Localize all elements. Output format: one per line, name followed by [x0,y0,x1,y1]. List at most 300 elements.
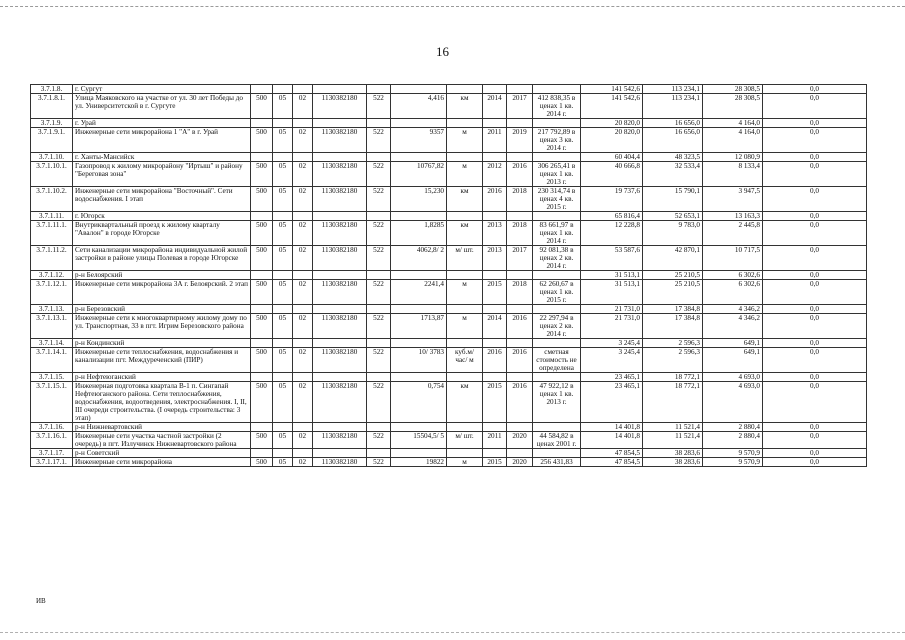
code-target: 1130382180 [313,314,367,339]
empty-cell [447,271,483,280]
other-amount: 0,0 [763,119,867,128]
code-section: 05 [273,314,293,339]
other-amount: 0,0 [763,212,867,221]
row-number: 3.7.1.10. [31,153,73,162]
district-amount: 2 596,3 [643,348,703,373]
code-expense: 522 [367,246,391,271]
capacity-unit: м [447,162,483,187]
section-name: г. Югорск [73,212,251,221]
capacity-unit: м [447,458,483,467]
empty-cell [367,271,391,280]
empty-cell [313,85,367,94]
start-year: 2015 [483,458,507,467]
empty-cell [507,212,533,221]
capacity-unit: м/ шт. [447,246,483,271]
end-year: 2018 [507,187,533,212]
empty-cell [391,449,447,458]
section-row [31,339,867,348]
municipal-amount: 3 947,5 [703,187,763,212]
empty-cell [273,212,293,221]
district-amount: 42 870,1 [643,246,703,271]
row-number: 3.7.1.11.1. [31,221,73,246]
empty-cell [533,305,581,314]
district-amount: 25 210,5 [643,280,703,305]
municipal-amount: 10 717,5 [703,246,763,271]
item-row [31,187,867,212]
district-amount: 18 772,1 [643,373,703,382]
code-ministry: 500 [251,187,273,212]
empty-cell [293,449,313,458]
row-number: 3.7.1.13. [31,305,73,314]
code-section: 05 [273,162,293,187]
total-amount: 141 542,6 [581,85,643,94]
code-target: 1130382180 [313,94,367,119]
capacity-value: 1,8285 [391,221,447,246]
section-name: р-н Кондинский [73,339,251,348]
other-amount: 0,0 [763,187,867,212]
code-subsection: 02 [293,162,313,187]
item-row [31,162,867,187]
end-year: 2019 [507,128,533,153]
capacity-unit: куб.м/ час/ м [447,348,483,373]
start-year: 2015 [483,382,507,423]
code-target: 1130382180 [313,162,367,187]
section-row [31,85,867,94]
row-number: 3.7.1.17.1. [31,458,73,467]
empty-cell [367,339,391,348]
empty-cell [507,373,533,382]
empty-cell [483,423,507,432]
municipal-amount: 13 163,3 [703,212,763,221]
estimated-cost: 62 260,67 в ценах 1 кв. 2015 г. [533,280,581,305]
code-target: 1130382180 [313,280,367,305]
capacity-value: 4,416 [391,94,447,119]
total-amount: 20 820,0 [581,128,643,153]
municipal-amount: 9 570,9 [703,449,763,458]
estimated-cost: 230 314,74 в ценах 4 кв. 2015 г. [533,187,581,212]
section-name: г. Сургут [73,85,251,94]
empty-cell [293,423,313,432]
row-number: 3.7.1.12.1. [31,280,73,305]
end-year: 2020 [507,458,533,467]
empty-cell [313,119,367,128]
empty-cell [447,119,483,128]
empty-cell [273,305,293,314]
other-amount: 0,0 [763,162,867,187]
capacity-value: 19822 [391,458,447,467]
capacity-unit: м [447,128,483,153]
empty-cell [293,271,313,280]
empty-cell [447,212,483,221]
item-row [31,458,867,467]
district-amount: 38 283,6 [643,458,703,467]
row-number: 3.7.1.10.1. [31,162,73,187]
code-target: 1130382180 [313,458,367,467]
code-expense: 522 [367,221,391,246]
code-expense: 522 [367,382,391,423]
item-row [31,94,867,119]
estimated-cost: 47 922,12 в ценах 1 кв. 2013 г. [533,382,581,423]
empty-cell [251,271,273,280]
item-row [31,382,867,423]
code-expense: 522 [367,280,391,305]
code-section: 05 [273,94,293,119]
empty-cell [251,373,273,382]
district-amount: 2 596,3 [643,339,703,348]
capacity-unit: м [447,314,483,339]
item-row [31,246,867,271]
code-expense: 522 [367,94,391,119]
code-ministry: 500 [251,458,273,467]
district-amount: 9 783,0 [643,221,703,246]
code-subsection: 02 [293,382,313,423]
code-section: 05 [273,221,293,246]
object-name: Инженерные сети к многоквартирному жилому дому по ул. Транспортная, 33 в пгт. Игрим Березовского района [73,314,251,339]
code-section: 05 [273,382,293,423]
empty-cell [483,212,507,221]
district-amount: 11 521,4 [643,432,703,449]
code-subsection: 02 [293,128,313,153]
municipal-amount: 2 880,4 [703,432,763,449]
row-number: 3.7.1.17. [31,449,73,458]
empty-cell [273,85,293,94]
row-number: 3.7.1.16. [31,423,73,432]
code-expense: 522 [367,162,391,187]
capacity-value: 10767,82 [391,162,447,187]
capacity-value: 9357 [391,128,447,153]
empty-cell [391,271,447,280]
empty-cell [391,339,447,348]
code-expense: 522 [367,314,391,339]
code-subsection: 02 [293,94,313,119]
capacity-value: 4062,8/ 2 [391,246,447,271]
capacity-unit: км [447,382,483,423]
capacity-unit: м [447,280,483,305]
empty-cell [293,153,313,162]
code-section: 05 [273,348,293,373]
empty-cell [273,153,293,162]
section-name: р-н Советский [73,449,251,458]
object-name: Инженерные сети микрорайона [73,458,251,467]
empty-cell [483,449,507,458]
row-number: 3.7.1.9.1. [31,128,73,153]
empty-cell [251,339,273,348]
row-number: 3.7.1.10.2. [31,187,73,212]
capacity-value: 10/ 3783 [391,348,447,373]
empty-cell [533,212,581,221]
code-target: 1130382180 [313,348,367,373]
empty-cell [507,85,533,94]
empty-cell [483,305,507,314]
total-amount: 141 542,6 [581,94,643,119]
empty-cell [483,85,507,94]
capacity-unit: м/ шт. [447,432,483,449]
empty-cell [391,85,447,94]
section-row [31,305,867,314]
estimated-cost: сметная стоимость не определена [533,348,581,373]
district-amount: 16 656,0 [643,128,703,153]
end-year: 2016 [507,314,533,339]
other-amount: 0,0 [763,458,867,467]
municipal-amount: 4 693,0 [703,373,763,382]
budget-table [30,84,867,467]
code-section: 05 [273,280,293,305]
start-year: 2016 [483,187,507,212]
total-amount: 12 228,8 [581,221,643,246]
budget-table-body [31,85,867,467]
district-amount: 38 283,6 [643,449,703,458]
empty-cell [273,423,293,432]
empty-cell [507,339,533,348]
total-amount: 40 666,8 [581,162,643,187]
municipal-amount: 6 302,6 [703,280,763,305]
total-amount: 23 465,1 [581,382,643,423]
section-row [31,423,867,432]
code-subsection: 02 [293,458,313,467]
code-section: 05 [273,128,293,153]
capacity-value: 15,230 [391,187,447,212]
code-target: 1130382180 [313,187,367,212]
code-section: 05 [273,187,293,212]
page-number: 16 [436,44,449,59]
section-row [31,119,867,128]
total-amount: 23 465,1 [581,373,643,382]
empty-cell [293,373,313,382]
start-year: 2016 [483,348,507,373]
code-ministry: 500 [251,432,273,449]
other-amount: 0,0 [763,314,867,339]
district-amount: 25 210,5 [643,271,703,280]
district-amount: 48 323,5 [643,153,703,162]
start-year: 2014 [483,314,507,339]
code-ministry: 500 [251,382,273,423]
code-ministry: 500 [251,94,273,119]
empty-cell [533,449,581,458]
capacity-value: 2241,4 [391,280,447,305]
empty-cell [483,119,507,128]
code-expense: 522 [367,432,391,449]
start-year: 2014 [483,94,507,119]
estimated-cost: 412 838,35 в ценах 1 кв. 2014 г. [533,94,581,119]
code-target: 1130382180 [313,432,367,449]
other-amount: 0,0 [763,94,867,119]
scan-bottom-line [0,632,905,634]
district-amount: 11 521,4 [643,423,703,432]
code-expense: 522 [367,187,391,212]
empty-cell [273,373,293,382]
row-number: 3.7.1.8. [31,85,73,94]
empty-cell [313,373,367,382]
estimated-cost: 44 584,82 в ценах 2001 г. [533,432,581,449]
municipal-amount: 4 346,2 [703,305,763,314]
capacity-unit: км [447,221,483,246]
end-year: 2018 [507,221,533,246]
empty-cell [483,339,507,348]
section-row [31,271,867,280]
total-amount: 53 587,6 [581,246,643,271]
empty-cell [251,305,273,314]
empty-cell [367,119,391,128]
code-subsection: 02 [293,246,313,271]
empty-cell [313,212,367,221]
empty-cell [391,212,447,221]
estimated-cost: 306 265,41 в ценах 1 кв. 2013 г. [533,162,581,187]
start-year: 2011 [483,128,507,153]
empty-cell [483,271,507,280]
empty-cell [313,339,367,348]
capacity-value: 0,754 [391,382,447,423]
empty-cell [533,85,581,94]
total-amount: 60 404,4 [581,153,643,162]
municipal-amount: 4 164,0 [703,128,763,153]
total-amount: 3 245,4 [581,348,643,373]
empty-cell [367,85,391,94]
district-amount: 113 234,1 [643,85,703,94]
district-amount: 15 790,1 [643,187,703,212]
empty-cell [533,119,581,128]
start-year: 2013 [483,246,507,271]
total-amount: 31 513,1 [581,271,643,280]
object-name: Сети канализации микрорайона индивидуальной жилой застройки в районе улицы Полевая в городе Югорске [73,246,251,271]
empty-cell [313,423,367,432]
start-year: 2015 [483,280,507,305]
code-target: 1130382180 [313,382,367,423]
estimated-cost: 22 297,94 в ценах 2 кв. 2014 г. [533,314,581,339]
object-name: Инженерные сети микрорайона "Восточный". Сети водоснабжения. I этап [73,187,251,212]
municipal-amount: 4 346,2 [703,314,763,339]
item-row [31,128,867,153]
district-amount: 32 533,4 [643,162,703,187]
municipal-amount: 28 308,5 [703,94,763,119]
row-number: 3.7.1.8.1. [31,94,73,119]
object-name: Газопровод к жилому микрорайону "Иртыш" и району "Береговая зона" [73,162,251,187]
empty-cell [251,423,273,432]
code-target: 1130382180 [313,128,367,153]
municipal-amount: 2 880,4 [703,423,763,432]
code-ministry: 500 [251,246,273,271]
total-amount: 20 820,0 [581,119,643,128]
empty-cell [367,449,391,458]
empty-cell [273,119,293,128]
code-ministry: 500 [251,314,273,339]
start-year: 2013 [483,221,507,246]
object-name: Улица Маяковского на участке от ул. 30 лет Победы до ул. Университетской в г. Сургуте [73,94,251,119]
total-amount: 47 854,5 [581,458,643,467]
item-row [31,280,867,305]
empty-cell [273,339,293,348]
end-year: 2017 [507,246,533,271]
empty-cell [483,373,507,382]
empty-cell [273,271,293,280]
empty-cell [507,423,533,432]
empty-cell [447,339,483,348]
code-ministry: 500 [251,348,273,373]
municipal-amount: 2 445,8 [703,221,763,246]
other-amount: 0,0 [763,271,867,280]
object-name: Инженерные сети участка частной застройки (2 очередь) в пгт. Излучинск Нижневартовского района [73,432,251,449]
empty-cell [507,119,533,128]
code-target: 1130382180 [313,246,367,271]
empty-cell [293,339,313,348]
empty-cell [507,449,533,458]
end-year: 2016 [507,162,533,187]
section-row [31,373,867,382]
empty-cell [447,153,483,162]
code-subsection: 02 [293,314,313,339]
municipal-amount: 649,1 [703,339,763,348]
end-year: 2017 [507,94,533,119]
empty-cell [533,271,581,280]
total-amount: 65 816,4 [581,212,643,221]
empty-cell [293,212,313,221]
section-name: г. Урай [73,119,251,128]
section-row [31,449,867,458]
district-amount: 113 234,1 [643,94,703,119]
total-amount: 19 737,6 [581,187,643,212]
estimated-cost: 83 661,97 в ценах 1 кв. 2014 г. [533,221,581,246]
section-name: р-н Нефтеюганский [73,373,251,382]
empty-cell [313,153,367,162]
total-amount: 14 401,8 [581,432,643,449]
empty-cell [293,119,313,128]
empty-cell [447,449,483,458]
end-year: 2016 [507,348,533,373]
object-name: Инженерные сети микрорайона 1 "А" в г. Урай [73,128,251,153]
object-name: Инженерные сети теплоснабжения, водоснабжения и канализации пгт. Междуреченский (ПИР) [73,348,251,373]
section-name: р-н Березовский [73,305,251,314]
object-name: Внутриквартальный проезд к жилому кварталу "Авалон" в городе Югорске [73,221,251,246]
other-amount: 0,0 [763,432,867,449]
other-amount: 0,0 [763,339,867,348]
start-year: 2011 [483,432,507,449]
footer-marker: ИВ [36,597,46,605]
code-section: 05 [273,458,293,467]
estimated-cost: 217 792,89 в ценах 3 кв. 2014 г. [533,128,581,153]
empty-cell [251,212,273,221]
empty-cell [447,305,483,314]
empty-cell [367,212,391,221]
municipal-amount: 12 080,9 [703,153,763,162]
code-expense: 522 [367,458,391,467]
code-section: 05 [273,246,293,271]
empty-cell [391,119,447,128]
capacity-unit: км [447,187,483,212]
empty-cell [391,373,447,382]
municipal-amount: 28 308,5 [703,85,763,94]
total-amount: 3 245,4 [581,339,643,348]
empty-cell [507,271,533,280]
other-amount: 0,0 [763,373,867,382]
row-number: 3.7.1.13.1. [31,314,73,339]
empty-cell [367,373,391,382]
row-number: 3.7.1.16.1. [31,432,73,449]
other-amount: 0,0 [763,423,867,432]
empty-cell [313,271,367,280]
other-amount: 0,0 [763,153,867,162]
empty-cell [293,85,313,94]
item-row [31,221,867,246]
code-subsection: 02 [293,221,313,246]
code-section: 05 [273,432,293,449]
empty-cell [251,85,273,94]
empty-cell [367,153,391,162]
municipal-amount: 4 693,0 [703,382,763,423]
code-subsection: 02 [293,187,313,212]
row-number: 3.7.1.12. [31,271,73,280]
section-row [31,212,867,221]
empty-cell [533,339,581,348]
municipal-amount: 4 164,0 [703,119,763,128]
